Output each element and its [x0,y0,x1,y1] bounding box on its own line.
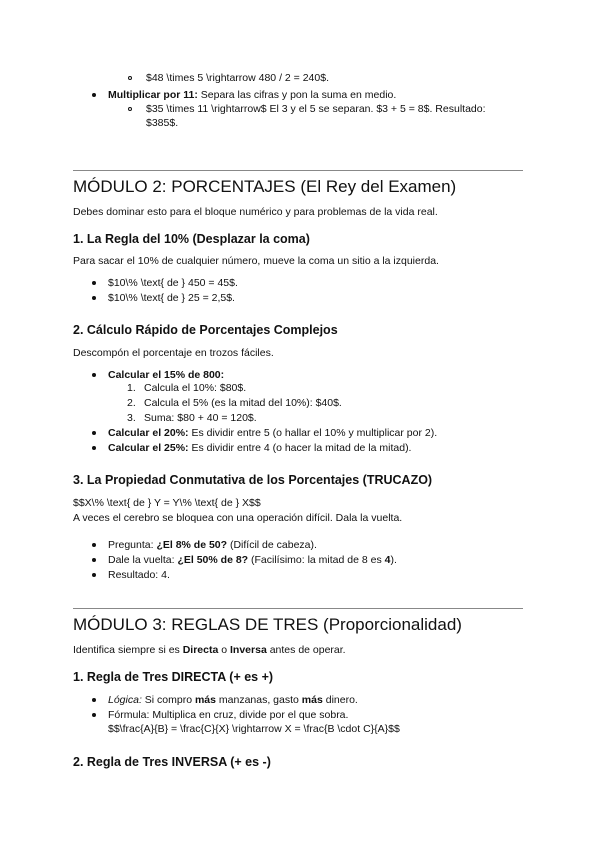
list-number: 2. [127,397,136,409]
section-heading-complex-percent: 2. Cálculo Rápido de Porcentajes Complejos [73,323,338,337]
formula: $$\frac{A}{B} = \frac{C}{X} \rightarrow X = \frac{B \cdot C}{A}$$ [108,723,400,735]
numbered-item: Calcula el 5% (es la mitad del 10%): $40$. [144,397,342,409]
bullet-marker [92,713,96,717]
bullet-text: Calcular el 25%: Es dividir entre 4 (o hacer la mitad de la mitad). [108,442,412,454]
bullet-text: Resultado: 4. [108,569,170,581]
section-heading-direct-rule: 1. Regla de Tres DIRECTA (+ es +) [73,670,274,684]
bullet-text: $10\% \text{ de } 450 = 45$. [108,277,238,289]
numbered-item: Suma: $80 + 40 = 120$. [144,412,257,424]
bullet-marker [92,93,96,97]
bullet-text: Lógica: Si compro más manzanas, gasto más dinero. [108,694,358,706]
paragraph: Descompón el porcentaje en trozos fáciles. [73,347,274,359]
sub-bullet-text: $48 \times 5 \rightarrow 480 / 2 = 240$. [146,72,329,84]
bullet-marker [92,558,96,562]
paragraph: A veces el cerebro se bloquea con una operación difícil. Dala la vuelta. [73,512,403,524]
bullet-text: Calcular el 15% de 800: [108,369,225,381]
bullet-marker [92,446,96,450]
sub-bullet-text: $35 \times 11 \rightarrow$ El 3 y el 5 se separan. $3 + 5 = 8$. Resultado: [146,103,486,115]
bullet-text: Calcular el 20%: Es dividir entre 5 (o hallar el 10% y multiplicar por 2). [108,427,438,439]
bullet-marker [92,431,96,435]
module-3-title: MÓDULO 3: REGLAS DE TRES (Proporcionalidad) [73,615,462,634]
module-2-intro: Debes dominar esto para el bloque numérico y para problemas de la vida real. [73,206,438,218]
formula: $$X\% \text{ de } Y = Y\% \text{ de } X$$ [73,497,261,509]
numbered-item: Calcula el 10%: $80$. [144,382,247,394]
bullet-text: Dale la vuelta: ¿El 50% de 8? (Facilísimo: la mitad de 8 es 4). [108,554,397,566]
bullet-marker [92,373,96,377]
list-number: 3. [127,412,136,424]
bullet-marker [92,296,96,300]
bullet-text: Pregunta: ¿El 8% de 50? (Difícil de cabeza). [108,539,317,551]
list-number: 1. [127,382,136,394]
sub-bullet-marker [128,107,132,111]
section-heading-commutative: 3. La Propiedad Conmutativa de los Porcentajes (TRUCAZO) [73,473,433,487]
module-2-title: MÓDULO 2: PORCENTAJES (El Rey del Examen) [73,177,457,196]
section-divider [73,170,523,171]
section-heading-10-percent: 1. La Regla del 10% (Desplazar la coma) [73,232,310,246]
paragraph: Para sacar el 10% de cualquier número, mueve la coma un sitio a la izquierda. [73,255,439,267]
bullet-marker [92,281,96,285]
section-heading-inverse-rule: 2. Regla de Tres INVERSA (+ es -) [73,755,271,769]
bullet-text: Fórmula: Multiplica en cruz, divide por el que sobra. [108,709,349,721]
section-divider [73,608,523,609]
bullet-marker [92,573,96,577]
sub-bullet-marker [128,76,132,80]
bullet-text: Multiplicar por 11: Separa las cifras y pon la suma en medio. [108,89,397,101]
bullet-text: $10\% \text{ de } 25 = 2,5$. [108,292,235,304]
sub-bullet-text-continued: $385$. [146,117,179,129]
bullet-marker [92,543,96,547]
module-3-intro: Identifica siempre si es Directa o Inversa antes de operar. [73,644,346,656]
bullet-marker [92,698,96,702]
